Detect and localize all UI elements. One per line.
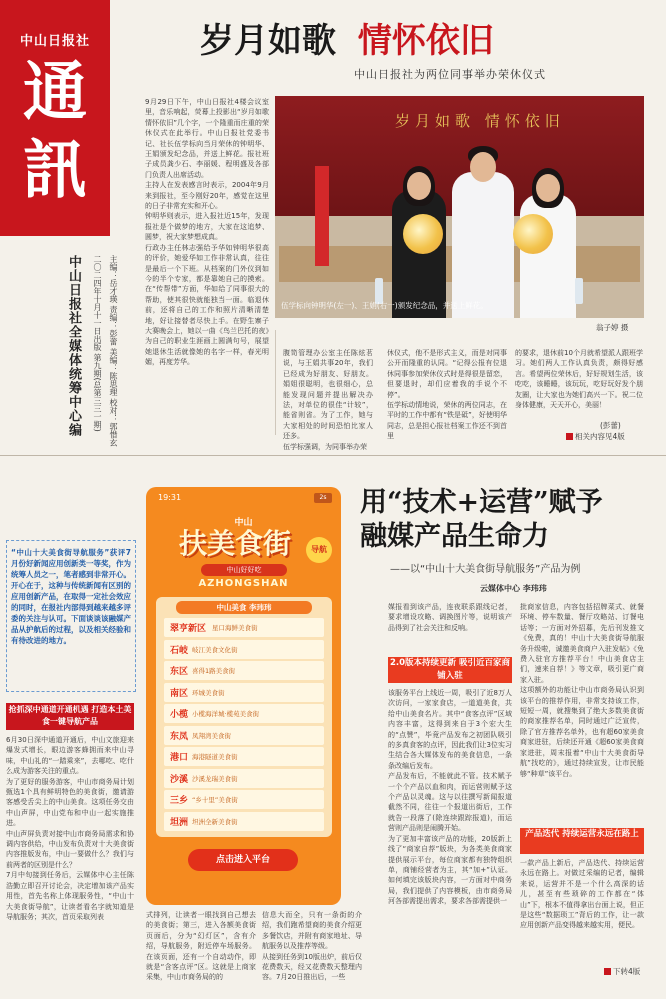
- phone-category-item[interactable]: [164, 661, 324, 680]
- phone-subtitle: 中山好好吃: [201, 564, 287, 576]
- phone-category-item[interactable]: [164, 683, 324, 702]
- phone-category-item[interactable]: [164, 704, 324, 723]
- category-name: 三乡: [170, 796, 189, 806]
- headline-2-byline: 云媒体中心 李玮玮: [480, 584, 547, 593]
- category-desc: 岐江美食文化街: [192, 645, 238, 654]
- article2-continue: 下转4版: [604, 966, 640, 977]
- article2-col-b: 信息大而全，只有一条街的介绍，我们跑希望商的美食介绍更多餐饮店，并附有商家地址、导航服务以及推荐等级。 从接到任务到10版出炉，前后仅花费数天，经又花费数天整理内容。7月20日推出后，一些: [262, 911, 362, 982]
- masthead-title: 通訊: [23, 55, 87, 208]
- headline-2-subtitle: ——以“中山十大美食街导航服务”产品为例: [390, 564, 581, 575]
- headline-1-part1: 岁月如歌: [200, 21, 336, 61]
- article1-byline: (彭蕾): [600, 421, 621, 430]
- phone-category-item[interactable]: [164, 769, 324, 788]
- person-left: [392, 190, 446, 318]
- headline-2-line2: 融媒产品生命力: [360, 521, 549, 552]
- edition-date: 二〇二四年十月十一日出版 第九期(总第三三一期): [93, 255, 102, 432]
- sidebar-section-title: 抢抓深中通道开通机遇 打造本土美食一键导航产品: [6, 703, 134, 730]
- photo-caption: 伍学标向钟明华(左一)、王娟(右一)颁发纪念品，并送上鲜花。: [281, 301, 488, 310]
- phone-category-item[interactable]: [164, 640, 324, 659]
- headline-2-line1: 用“技术+运营”赋予: [360, 487, 603, 518]
- phone-badge: 导航: [306, 537, 332, 563]
- article1-continue: 相关内容见4版: [566, 431, 625, 442]
- masthead: [0, 0, 110, 236]
- category-desc: 小榄海洋城·榄苑美食街: [192, 710, 260, 718]
- article1-col2: 腹笥管理办公室主任陈炫茗说，与王娟共事20年，我们已经成为好朋友、好朋友。娟姐很聪明，也很细心，总能发现问题并提出解决办法，对单位的很佳“计较”，能省则省。为了工作，她与大家相处的时间恐怕比家人还多。 伍学标强调，为同事举办荣: [283, 349, 373, 451]
- sidebar-quote-box: [6, 540, 136, 692]
- photo-credit: 翁子婷 摄: [596, 323, 629, 332]
- category-desc: 环城美食街: [192, 688, 225, 697]
- article1-col1: 9月29日下午，中山日报社4楼会议室里，音乐响起，荧幕上投影出“岁月如歌 情怀依旧”几个字，一个隆重而庄重的荣休仪式在此举行。中山日报社党委书记、社长伍学标向当月荣休的钟明华、王娟颁发纪念品，并送上鲜花。报社班子成员龚少石、李丽媛、程明盛及各部门负责人出席活动。 主持人在发表感言时表示，2004年9月来到报社，至今刚好20年，感觉在这里的日子非常充实和开心。 钟明华则表示，进入报社近15年，发现报社是个做梦的地方，大家在这追梦、圆梦，祝大家梦想成真。 行政办主任林志强给予华如钟明华很高的评价，她爱华如工作非常认真，往往是最后一个下班。从档案的门外仪到如今的半个专家，都是靠她自己的摸索。在“传帮带”方面，华如给了同事很大的帮助，使其很快就能独当一面。临退休前，还将自己的工作和照片清晰清楚地，好让接替者尽快上手。在野生寨子大赛晚会上，她以一曲《鸟兰巴托的夜》为自己的职业生涯画上圆满句号，展望她退休生活就像她的名字一样，春光明媚，再度芳华。: [145, 98, 269, 367]
- category-name: 港口: [170, 753, 189, 763]
- photo-banner-text: 岁月如歌 情怀依旧: [395, 112, 565, 130]
- category-desc: 喜得1路美食街: [192, 667, 236, 675]
- phone-list-header: 中山美食 李玮玮: [176, 601, 312, 614]
- phone-brand: AZHONGSHAN: [198, 578, 289, 589]
- publisher-line: 中山日报社全媒体统筹中心编: [66, 255, 81, 437]
- phone-category-item[interactable]: [164, 618, 324, 637]
- article2-box2: 产品迭代 持续运营永远在路上: [520, 828, 644, 854]
- category-name: 小榄: [170, 710, 189, 720]
- article1-col4: 的要求，退休前10个月就希望派人跟班学习。她们两人工作认真负责，颇得好感言。希望两位荣休后，好好规划生活，该吃吃，该睡睡，该玩玩，吃好玩好发个朋友圈，让大家也为她们高兴一下。祝二位身体健康，天天开心，美丽！: [515, 349, 643, 410]
- headline-1: [200, 16, 650, 66]
- category-desc: 坦洲全新美食街: [192, 817, 238, 826]
- article2-col-a: 式排列，让读者一眼找到自己想去的美食街；第三，进入各额美食街页面后，分为“幻灯区”，含有介绍，导航服务，附近停车场服务。在该页面，还有一个自动动作，即就是“含客点评”区。这就是上商家采集，中山市商务局的的: [146, 911, 256, 982]
- phone-category-item[interactable]: [164, 726, 324, 745]
- phone-top-label: 中山: [234, 518, 253, 528]
- bouquet-right: [513, 214, 553, 254]
- category-name: 南区: [170, 688, 189, 699]
- phone-title: 扶美食街: [178, 527, 291, 560]
- sidebar-body: 6月30日深中通道开通后，中山文旅迎来爆发式增长，眼边游客蜂拥而来中山寻味，中山礼的“一踏乘来”，去哪吃、吃什么成为游客关注的重点。 为了更好的服务游客，中山市商务局计划甄选1个具有鲜明特色的美食街，邀请游客感受舌尖上的中山美食。这项任务交由中山声屏，中山党布和中山一起实施推进。 中山声屏负责对接中山市商务局需求和协调内容供给，中山发布负责对十大美食街内容推版发布，中山一要做什么？我们与前两者的区别是什么？ 7月中旬接到任务后，云媒体中心主任陈浩勤立即召开讨论会，决定增加该产品实用性，首先名称上体现服务性，“中山十大美食街导航”，让读者看名字就知道是导航服务；其次，首页采取列表: [6, 736, 134, 921]
- phone-time: 19:31: [158, 493, 182, 502]
- person-center: [452, 172, 514, 318]
- phone-category-item[interactable]: [164, 790, 324, 809]
- article2-col-d: 批商家信息，内容包括招牌菜式、就餐环境、停车数量、餐厅攻略站、订餐电话等；一方面对外招募，先后刊发推文《免费，真的！中山十大美食街导航服务升级啦，诚邀美食商户入驻发帖》《免费入驻官方推荐平台！中山美食店主们，速来自荐！》等文章，吸引更广商家入驻。 这项额外的功能让中山市商务局认识到该平台的推荐作用，非常支持该工作，短短一周，就搜集到了绝大多数美食街的商家推荐名单，同时通过广泛宣传，除了官方推荐名单外，也有超60家美食商家进驻，后续还开通《超60家美食商家进驻，周末报着“中山十大美食街导航”找吃的》，通过持续宣发，让市民能够“种草”该平台。: [520, 603, 644, 778]
- category-name: 沙溪: [170, 774, 189, 785]
- headline-1-part2: 情怀依旧: [357, 21, 494, 61]
- ceremony-photo: [275, 96, 644, 318]
- article1-col3: 休仪式，他不是形式主义，而是对同事公开而隆重的认同。“记得公报有位退休同事参加荣休仪式时是得很是留恋，但要退时，却们应着我的手说个不停”。 伍学标动情地说，荣休的两位同志，在平时的工作中都有“铁是砥”，好使明华同志，总是担心报社档案工作还不到首里: [387, 349, 507, 441]
- masthead-paper-name: 中山日报社: [19, 34, 90, 49]
- headline-2: [360, 486, 650, 554]
- enter-platform-button[interactable]: 点击进入平台: [188, 849, 298, 871]
- article2-col-c2: 该服务平台上线近一周，吸引了近8万人次访问，一家家食店，一道道美食，共给中山美食名片。其中“食客点评”区域内容丰富，这得到来自于3个宏大生的“点赞”，毕竟产品发布之初团队吸引的多真食客的点评，因此我们让3位实习生结合各大媒体发布的美食信息，一条条改编后发布。 产品发布后，不能就此不管。技术赋予一个个产品以血和肉，而运营则赋予这个产品以灵魂。这与以往撰写新闻报道截然不同，往往一个报道出街后，工作就告一段落了(除连续跟踪报道)，而运营则产品则是闹腾开始。 为了更加丰富该产品的功能，20版新上线了“商家自荐”版块，为各类美食商家提供展示平台，每位商家都有独特组织单，商铺经营者为主，其“加+”认证。如何填完该版块内容，一方面对中商务局，我们提供了内容模板，由市商务局河各部需提出需求，要求各部需提供一: [388, 689, 512, 906]
- phone-screenshot: 19:31 2s 中山 扶美食街 导航 中山好好吃 AZHONGSHAN 中山美食 李玮玮 翠亨新区 星口海鲜美食街 石岐 岐江美食文化街 东区 喜得1路美食街 南区 环城美食街 小榄 小榄海洋城·榄苑美食街 东凤 凤翔湾美食街 港口 海港隧道美食街 沙溪 沙溪龙瑞美食街 三乡 “乡十里”美食街 坦洲 坦洲全新美食街 点击进入平台: [146, 487, 341, 905]
- category-name: 坦洲: [170, 817, 189, 828]
- category-name: 翠亨新区: [170, 624, 207, 634]
- headline-1-subtitle: 中山日报社为两位同事举办荣休仪式: [354, 68, 546, 81]
- category-desc: “乡十里”美食街: [192, 796, 238, 804]
- photo-flag: [315, 166, 329, 266]
- bouquet-left: [403, 214, 443, 254]
- article2-col-c: 媒报看到该产品，连夜联系跟线记者，要求增设攻略、调换图片等，说明该产品得到了社会关注和反响。: [388, 603, 512, 632]
- article2-col-d2: 一款产品上新后，产品迭代、持续运营永远在路上。对做过采编的记者，编辑来说，运营并不是一个什么高深的话儿，甚至有些琐碎的工作都在“体山”下，根本不值得拿出台面上说，但正是这些“数据琐工”背后的工作，让一款应用创新产品变得越来越实用，便民。: [520, 859, 644, 930]
- category-desc: 海港隧道美食街: [192, 753, 238, 761]
- category-name: 石岐: [170, 645, 189, 656]
- article2-box1: 2.0版本持续更新 吸引近百家商铺入驻: [389, 658, 511, 681]
- edition-editors: 主编：岳才瑛 责编：彭蕾 美编：陈思理 校对：郭惜玄: [109, 255, 118, 447]
- phone-category-item[interactable]: [164, 747, 324, 766]
- category-desc: 凤翔湾美食街: [192, 731, 231, 740]
- category-desc: 沙溪龙瑞美食街: [192, 774, 238, 783]
- sidebar-quote: “中山十大美食街导航服务”获评7月份好新闻应用创新类一等奖，作为统筹人员之一，笔者感到非常开心。开心在于，这种与传统新闻有区别的应用创新产品，在取得一定社会效应的同时，在报社内部得到越来越多评委的关注与认可。下面谈谈该融媒产品从护航后的过程，以及相关经验和有待改进的地方。: [11, 548, 131, 645]
- category-name: 东凤: [170, 731, 189, 742]
- category-name: 东区: [170, 667, 189, 677]
- phone-category-item[interactable]: [164, 812, 324, 831]
- category-desc: 星口海鲜美食街: [212, 624, 258, 632]
